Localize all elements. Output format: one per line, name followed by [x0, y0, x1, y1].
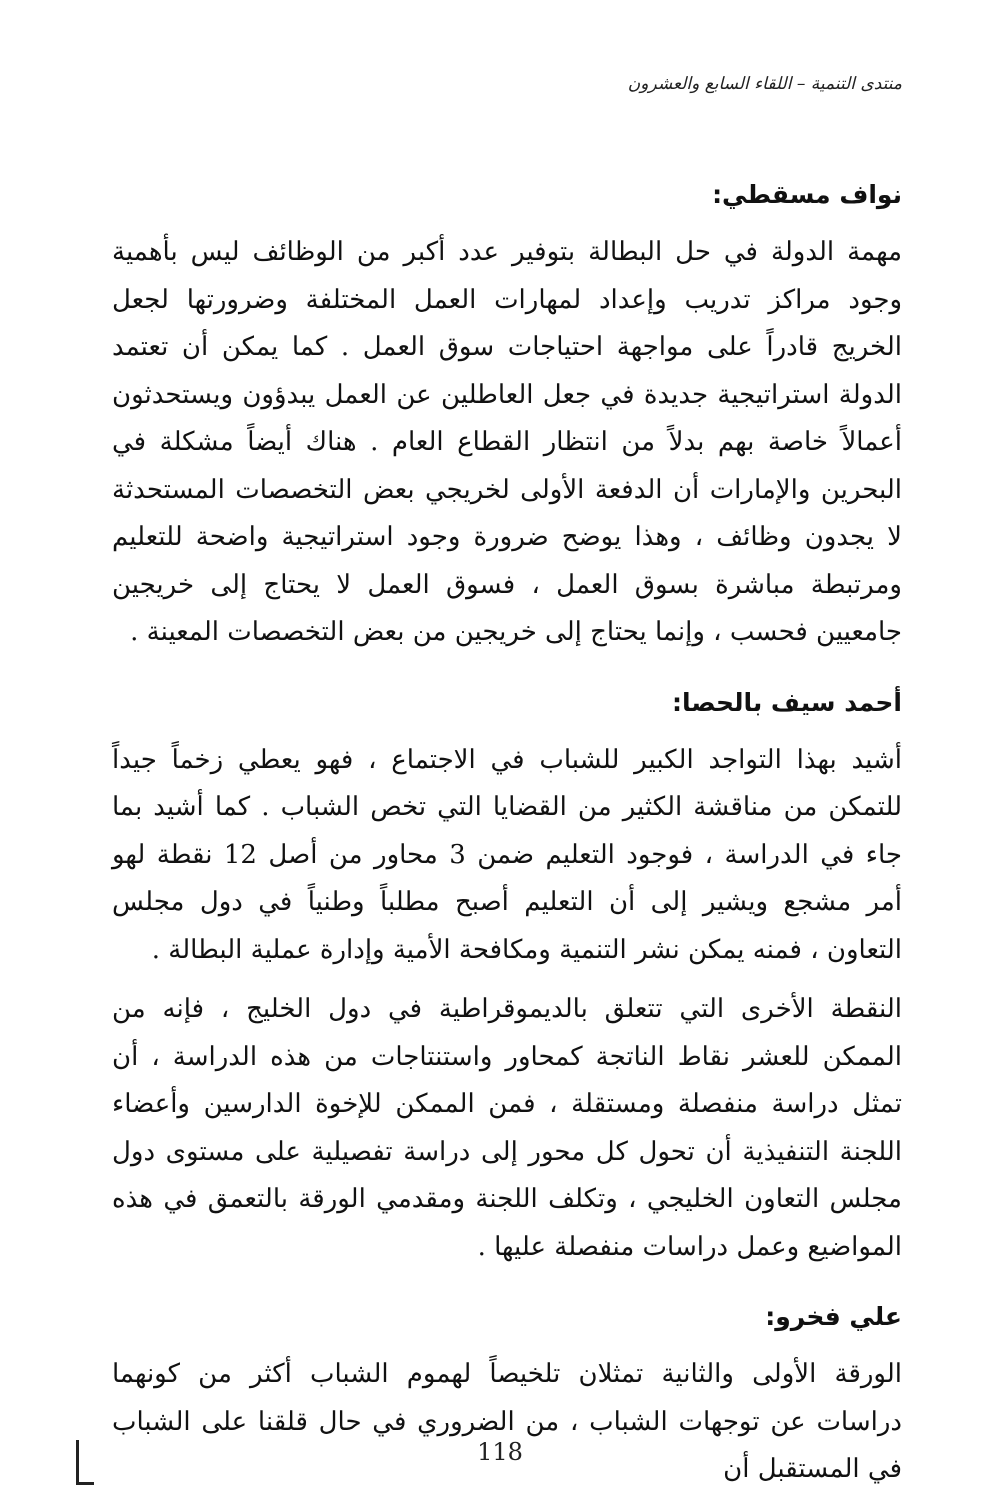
- paragraph: الورقة الأولى والثانية تمثلان تلخيصاً لهموم الشباب أكثر من كونهما دراسات عن توجهات الشباب ، من الضروري في حال قلقنا على الشباب في المستقبل أن: [112, 1359, 903, 1484]
- paragraph: أشيد بهذا التواجد الكبير للشباب في الاجتماع ، فهو يعطي زخماً جيداً للتمكن من مناقشة الكثير من القضايا التي تخص الشباب . كما أشيد بما جاء في الدراسة ، فوجود التعليم ضمن 3 محاور من أصل 12 نقطة لهو أمر مشجع ويشير إلى أن التعليم أصبح مطلباً وطنياً في دول مجلس التعاون ، فمنه يمكن نشر التنمية ومكافحة الأمية وإدارة عملية البطالة .: [112, 744, 903, 965]
- speaker-name: أحمد سيف بالحصا:: [672, 687, 902, 717]
- running-header: منتدى التنمية – اللقاء السابع والعشرون: [627, 74, 902, 94]
- speaker-section-1: [112, 175, 902, 657]
- paragraph: مهمة الدولة في حل البطالة بتوفير عدد أكبر من الوظائف ليس بأهمية وجود مراكز تدريب وإعداد لمهارات العمل المختلفة وضرورتها لجعل الخريج قادراً على مواجهة احتياجات سوق العمل . كما يمكن أن تعتمد الدولة استراتيجية جديدة في جعل العاطلين عن العمل يبدؤون ويستحدثون أعمالاً خاصة بهم بدلاً من انتظار القطاع العام . هناك أيضاً مشكلة في البحرين والإمارات أن الدفعة الأولى لخريجي بعض التخصصات المستحدثة لا يجدون وظائف ، وهذا يوضح ضرورة وجود استراتيجية واضحة للتعليم ومرتبطة مباشرة بسوق العمل ، فسوق العمل لا يحتاج إلى خريجين جامعيين فحسب ، وإنما يحتاج إلى خريجين من بعض التخصصات المعينة .: [112, 237, 902, 647]
- speaker-name: نواف مسقطي:: [712, 180, 902, 209]
- page-body: [112, 175, 902, 1494]
- speaker-section-2: [112, 683, 902, 1272]
- binding-edge-mark: [76, 1440, 79, 1485]
- paragraph: النقطة الأخرى التي تتعلق بالديموقراطية في دول الخليج ، فإنه من الممكن للعشر نقاط الناتجة كمحاور واستنتاجات من هذه الدراسة ، أن تمثل دراسة منفصلة ومستقلة ، فمن الممكن للإخوة الدارسين وأعضاء اللجنة التنفيذية أن تحول كل محور إلى دراسة تفصيلية على مستوى دول مجلس التعاون الخليجي ، وتكلف اللجنة ومقدمي الورقة بالتعمق في هذه المواضيع وعمل دراسات منفصلة عليها .: [112, 994, 903, 1262]
- page-number: 118: [477, 1438, 523, 1466]
- speaker-name: علي فخرو:: [765, 1302, 902, 1331]
